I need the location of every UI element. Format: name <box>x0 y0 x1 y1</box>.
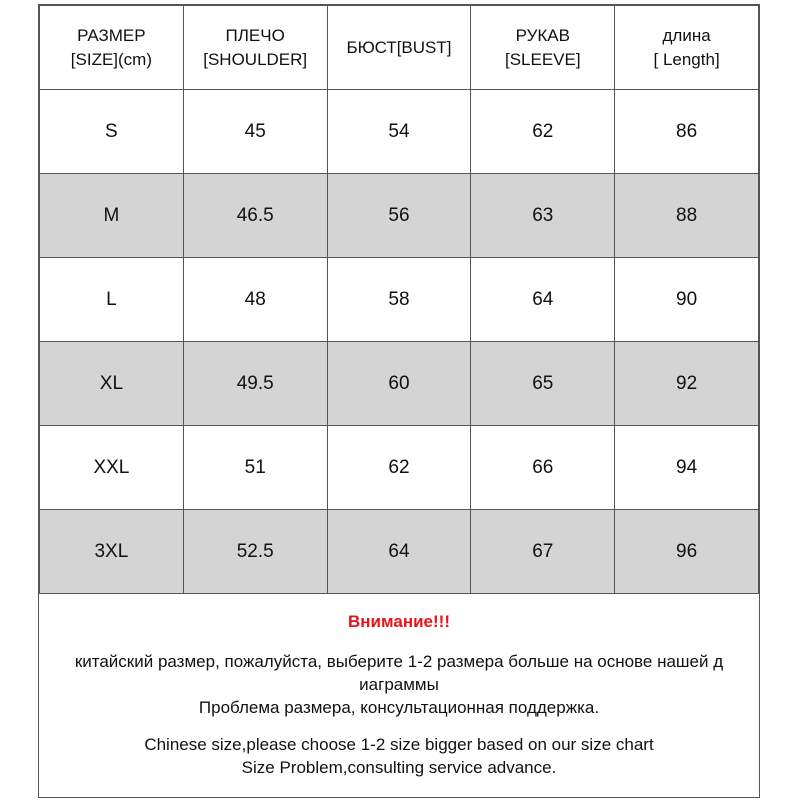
header-bust-line1: БЮСТ[BUST] <box>346 37 452 57</box>
note-ru-line3: Проблема размера, консультационная поддержка. <box>198 698 600 717</box>
cell-size: S <box>40 90 184 174</box>
cell-bust: 62 <box>327 426 471 510</box>
header-size-line2: [SIZE](cm) <box>70 49 152 69</box>
cell-sleeve: 64 <box>471 258 615 342</box>
note-en-line2: Size Problem,consulting service advance. <box>241 758 557 777</box>
cell-shoulder: 51 <box>183 426 327 510</box>
cell-bust: 60 <box>327 342 471 426</box>
cell-shoulder: 45 <box>183 90 327 174</box>
cell-bust: 56 <box>327 174 471 258</box>
cell-size: M <box>40 174 184 258</box>
note-russian <box>39 650 759 719</box>
cell-sleeve: 63 <box>471 174 615 258</box>
header-size <box>40 6 184 90</box>
table-row <box>40 342 759 426</box>
size-chart <box>38 4 760 798</box>
header-size-line1: РАЗМЕР <box>77 25 146 45</box>
table-header-row <box>40 6 759 90</box>
header-sleeve <box>471 6 615 90</box>
table-row <box>40 510 759 594</box>
cell-bust: 64 <box>327 510 471 594</box>
cell-shoulder: 52.5 <box>183 510 327 594</box>
header-bust <box>327 6 471 90</box>
cell-length: 94 <box>615 426 759 510</box>
cell-length: 96 <box>615 510 759 594</box>
cell-length: 88 <box>615 174 759 258</box>
table-row <box>40 90 759 174</box>
table-row <box>40 426 759 510</box>
cell-size: XXL <box>40 426 184 510</box>
cell-size: 3XL <box>40 510 184 594</box>
header-sleeve-line2: [SLEEVE] <box>504 49 581 69</box>
cell-shoulder: 49.5 <box>183 342 327 426</box>
cell-bust: 54 <box>327 90 471 174</box>
note-english <box>39 733 759 779</box>
table-row <box>40 174 759 258</box>
warning-title: Внимание!!! <box>348 612 450 631</box>
cell-size: L <box>40 258 184 342</box>
header-length-line2: [ Length] <box>653 49 720 69</box>
cell-length: 92 <box>615 342 759 426</box>
cell-length: 90 <box>615 258 759 342</box>
header-shoulder-line2: [SHOULDER] <box>203 49 308 69</box>
cell-length: 86 <box>615 90 759 174</box>
cell-sleeve: 62 <box>471 90 615 174</box>
size-table <box>39 5 759 594</box>
cell-sleeve: 66 <box>471 426 615 510</box>
header-sleeve-line1: РУКАВ <box>515 25 570 45</box>
cell-size: XL <box>40 342 184 426</box>
header-length <box>615 6 759 90</box>
cell-shoulder: 48 <box>183 258 327 342</box>
header-length-line1: длина <box>662 25 711 45</box>
table-row <box>40 258 759 342</box>
cell-shoulder: 46.5 <box>183 174 327 258</box>
size-note <box>39 592 759 797</box>
header-shoulder <box>183 6 327 90</box>
note-ru-line1: китайский размер, пожалуйста, выберите 1-2 размера больше на основе нашей д <box>74 652 724 671</box>
cell-sleeve: 67 <box>471 510 615 594</box>
header-shoulder-line1: ПЛЕЧО <box>225 25 285 45</box>
note-ru-line2: иаграммы <box>359 675 439 694</box>
cell-bust: 58 <box>327 258 471 342</box>
note-en-line1: Chinese size,please choose 1-2 size bigger based on our size chart <box>144 735 654 754</box>
cell-sleeve: 65 <box>471 342 615 426</box>
